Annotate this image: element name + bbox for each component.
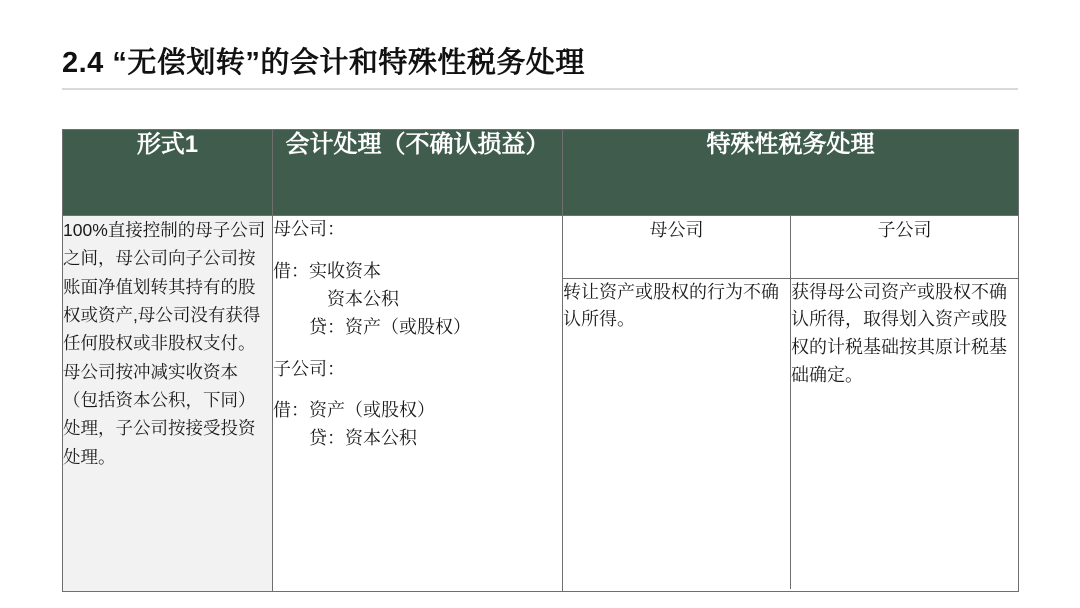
accounting-parent-block: [273, 216, 562, 342]
content-table: [62, 129, 1019, 592]
header-accounting: 会计处理（不确认损益）: [273, 130, 563, 216]
tax-parent-text: 转让资产或股权的行为不确认所得。: [563, 278, 791, 589]
spacer: [273, 342, 562, 356]
tax-subsidiary-text: 获得母公司资产或股权不确认所得，取得划入资产或股权的计税基础按其原计税基础确定。: [791, 278, 1019, 589]
table-header-row: [63, 130, 1019, 216]
content-table-wrapper: [62, 129, 1018, 592]
tax-content-row: [563, 278, 1018, 589]
spacer: [273, 383, 562, 397]
cell-accounting-treatment: [273, 216, 563, 592]
header-tax: 特殊性税务处理: [563, 130, 1019, 216]
accounting-parent-line-2: 资本公积: [273, 288, 399, 309]
page-title: 2.4 “无偿划转”的会计和特殊性税务处理: [62, 47, 585, 79]
tax-subheader-row: [563, 216, 1018, 278]
title-divider: [62, 88, 1018, 90]
tax-subheader-parent: 母公司: [563, 216, 791, 278]
tax-subtable: [563, 216, 1018, 589]
accounting-subsidiary-line-1: 借：资产（或股权）: [273, 400, 435, 421]
accounting-subsidiary-line-2: 贷：资本公积: [273, 428, 417, 449]
accounting-subsidiary-block: [273, 356, 562, 454]
tax-subheader-subsidiary: 子公司: [791, 216, 1019, 278]
accounting-parent-title: 母公司：: [273, 219, 345, 239]
accounting-subsidiary-title: 子公司：: [273, 358, 345, 379]
table-body-row: [63, 216, 1019, 592]
spacer: [273, 244, 562, 258]
header-form: 形式1: [63, 130, 273, 216]
cell-form-description: 100%直接控制的母子公司之间，母公司向子公司按账面净值划转其持有的股权或资产,母公司没有获得任何股权或非股权支付。母公司按冲减实收资本（包括资本公积，下同）处理，子公司按接受投资处理。: [63, 216, 273, 592]
accounting-parent-line-3: 贷：资产（或股权）: [273, 316, 471, 337]
accounting-parent-line-1: 借：实收资本: [273, 260, 381, 281]
cell-tax-treatment: [563, 216, 1019, 592]
